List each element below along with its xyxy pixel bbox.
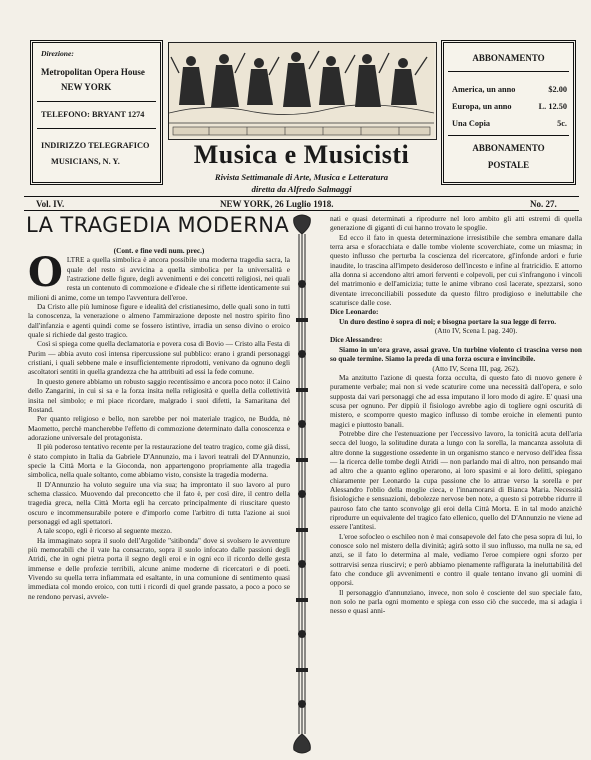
price-copia-value: 5c.	[557, 119, 567, 128]
issue-bottom-rule	[24, 210, 579, 211]
article-paragraph: Ma anzitutto l'azione di questa forza occulta, di questo fato di nuovo genere è puramente verbale; mai non si vede scaturire come una necessità dall'opera, e solo supposta dai vari personaggi che ad essa imputano il loro modo di agire. E' quasi una scusa per ognuno. Per dippiù il fisiologo avrebbe agio di togliere ogni oscurità di mistero, e scomporre questo magico influsso di tombe eroiche in elementi punto magici e piuttosto banali.	[330, 372, 582, 429]
article-paragraph: Ha immaginato sopra il suolo dell'Argolide "sitibonda" dove si svolsero le avventure più memorabili che il vate ha consacrato, sopra il suolo infocato dalle passioni degli Atridi, che in ogni pietra porta il segno degli eroi e in ogni eco il ricordo delle gesta immense e delle profezie terribili, alcune anime moderne di ricercatori e di poeti. Vivendo su quella terra infiammata ed esaltante, in una comunione di sentimento quasi immediata col mondo eroico, con tutti i ricordi di quel grande passato, a poco a poco se ne rendono pervasi, avvele-	[28, 535, 290, 601]
speaker-label: Dice Leonardo:	[330, 307, 379, 317]
article-paragraph: Il D'Annunzio ha voluto seguire una via sua; ha improntato il suo lavoro al puro schema classico. Muovendo dal preconcetto che il fato è, per così dire, il centro della tragedia greca, nella Città Morta egli ha cercato principalmente di riuscitare questo oscuro e incommensurabile potere e d'imporlo come l'arbitro di tutta l'azione ai suoi personaggi ed agli spettatori.	[28, 479, 290, 526]
subscription-title: ABBONAMENTO	[472, 53, 545, 63]
subscription-divider	[448, 135, 569, 136]
article-right-column	[330, 214, 582, 616]
price-copia	[452, 119, 567, 128]
subscription-divider	[448, 71, 569, 72]
masthead-title: Musica e Musicisti	[193, 140, 410, 169]
direction-divider	[37, 101, 156, 102]
masthead-illustration	[168, 42, 437, 140]
article-paragraph: Ed ecco il fato in questa determinazione irresistibile che sembra emanare dalla terra arsa e sforacchiata e dalle tombe violente scoverchiate, come un miasma; in questo influsso che perturba la coscienza del ricercatore, gl'infonde ardori e furie inaudite, lo trascina all'impeto desideroso dell'incesto e infine al fratricidio. E attorno alla donna si accendono altri amori ferventi e colpevoli, per cui s'infrangono i vincoli del matrimonio e dell'amicizia; tutte le anime vibrano così lacerate, spezzarsi, sono diventate irreconciliabili possedute da questo filtro prodigioso e ineluttabile che scaturisce dalle cose.	[330, 232, 582, 308]
citation: (Atto IV, Scena III, pag. 262).	[432, 363, 520, 373]
masthead-director: diretta da Alfredo Salmaggi	[251, 184, 352, 194]
price-europa-value: L. 12.50	[538, 102, 567, 111]
masthead-subtitle: Rivista Settimanale di Arte, Musica e Letteratura	[214, 172, 389, 182]
issue-volume: Vol. IV.	[36, 199, 65, 209]
article-paragraph: Il più poderoso tentativo recente per la restaurazione del teatro tragico, come già dissi, è stato compiuto in Italia da Gabriele D'Annunzio, ma i lavori teatrali del D'Annunzio, specie la Città Morta e la Gioconda, non appartengono propriamente alla tragedia simbolica, nella quale soltanto, come abbiamo visto, consiste la tragedia moderna.	[28, 442, 290, 480]
telegraph-label: INDIRIZZO TELEGRAFICO	[41, 141, 150, 150]
drop-cap: O	[28, 249, 63, 297]
article-paragraph: nati e quasi determinati a riprodurre nel loro ambito gli atti estremi di quella generazione di giganti di cui hanno trovato le spoglie.	[330, 214, 582, 233]
article-paragraph: Da Cristo alle più luminose figure e idealità del cristianesimo, delle quali sono in tutti la conoscenza, la venerazione o almeno l'ammirazione deposte nel nostro spirito fino dall'infanzia e agenti quindi come se fossero istintive, irradia un senso divino o eroico quale si richiede dal gesto tragico.	[28, 302, 290, 340]
article-left-column	[28, 246, 290, 601]
article-paragraph: A tale scopo, egli è ricorso al seguente mezzo.	[37, 526, 172, 536]
direction-label: Direzione:	[41, 49, 74, 58]
subscription-box	[441, 40, 576, 185]
price-america-value: $2.00	[548, 85, 567, 94]
article-title: LA TRAGEDIA MODERNA	[26, 213, 290, 237]
quotation: Un duro destino è sopra di noi; e bisogna portare la sua legge di ferro.	[339, 316, 557, 326]
article-paragraph: Per quanto religioso e bello, non sarebbe per noi materiale tragico, ne Budda, nè Maometto, perchè mancherebbe l'effetto di commozione determinato dalla conoscenza e adorazione universale del protagonista.	[28, 414, 290, 442]
dancing-figures-frieze	[169, 43, 434, 137]
article-paragraph: L'eroe sofocleo o eschileo non è mai consapevole del fato che pesa sopra di lui, lo conosce solo nel mistero della divinità; agirà sotto il suo influsso, ma nulla ne sa, ed anzi, se il fato lo determina al male, vediamo l'eroe compiere ogni sforzo per sottrarvisi senza riuscirvi; e però abbiamo pienamente raffigurata la ineluttabilità del fato che conduce gli avvenimenti e contro il quale tentano invano gli uomini di opporsi.	[330, 531, 582, 588]
issue-top-rule	[24, 196, 579, 197]
issue-number: No. 27.	[530, 199, 557, 209]
price-america	[452, 85, 567, 94]
price-copia-label: Una Copia	[452, 119, 491, 128]
price-america-label: America, un anno	[452, 85, 516, 94]
quotation: Siamo in un'ora grave, assai grave. Un turbine violento ci trascina verso non so quale termine. Siamo la preda di una forza oscura e invincibile.	[330, 344, 582, 364]
issue-date: NEW YORK, 26 Luglio 1918.	[220, 199, 334, 209]
article-paragraph: Così si spiega come quella declamatoria e povera cosa di Bovio — Cristo alla Festa di Purim — abbia avuto così intensa ripercussione sul pubblico: erano i grandi personaggi cristiani, i quali sebbene male e insufficientemente riprodotti, venivano da ognuno degli ascoltatori sentiti in quella grandezza che ha attribuiti ad essi la fede comune.	[28, 339, 290, 377]
telephone: TELEFONO: BRYANT 1274	[41, 110, 145, 119]
speaker-label: Dice Alessandro:	[330, 335, 383, 345]
citation: (Atto IV, Scena I. pag. 240).	[434, 326, 518, 336]
direction-box	[30, 40, 163, 185]
postal-subtitle: POSTALE	[487, 160, 530, 170]
direction-city: NEW YORK	[61, 82, 112, 92]
ornamental-column-divider	[290, 214, 314, 754]
article-paragraph: Il personaggio d'annunziano, invece, non solo è cosciente del suo speciale fato, non solo ne parla ogni momento e spiega con esso ciò che succede, ma si adagia i nesso e quasi anni-	[330, 587, 582, 616]
article-paragraph: OLTRE a quella simbolica è ancora possibile una moderna tragedia sacra, la quale del resto si avvicina a quella simbolica per la universalità e l'astrazione delle figure, degli avvenimenti e dei concetti religiosi, nei quali resta un contenuto di commozione e d'ideale che si riflette identicamente sui milioni di anime, come un tempo l'avventura dell'eroe.	[28, 249, 290, 302]
postal-title: ABBONAMENTO	[472, 143, 545, 153]
continued-note: (Cont. e fine vedi num. prec.)	[113, 246, 205, 255]
article-paragraph: In questo genere abbiamo un robusto saggio recentissimo e ancora poco noto: il Caino dello Zangarini, in cui si sa e la forza insita nella religiosità e quella della collettività insita nel simbolo; e mi piace ricordare, malgrado i suoi difetti, la Samaritana del Rostand.	[28, 376, 290, 414]
direction-divider	[37, 128, 156, 129]
price-europa-label: Europa, un anno	[452, 102, 512, 111]
price-europa	[452, 102, 567, 111]
article-paragraph: Potrebbe dire che l'estenuazione per l'eccessivo lavoro, la tonicità acuta dell'aria secca del luogo, la solitudine durata a lungo con la sorella, la mancanza assoluta di altre donne la suggestione ossedente in un organismo stanco e nervoso dell'idea fissa — la ricerca delle tombe degli Atridi — non parlando mai di altro, non pensando mai ad altro che a quanto eglino operarono, ai loro spasimi e ai loro delitti, spiegano chiaramente per Leonardo la cupa passione che lo attrae verso la sorella e per Alessandro l'oblio della moglie cieca, e l'innamorarsi di Bianca Maria. Necessità fisiologiche e sensuazioni, debolezze nervose ben note, a questo si potrebbe ridurre il pauroso fato che tanto sconvolge gli eroi della Città Morta. E in tal modo anzichè riprodurre un equivalente del tragico fato ellenico, quello del D'Annunzio ne viene ad essere l'antitesi.	[330, 428, 582, 532]
direction-house: Metropolitan Opera House	[41, 67, 145, 77]
telegraph-address: MUSICIANS, N. Y.	[51, 157, 120, 166]
